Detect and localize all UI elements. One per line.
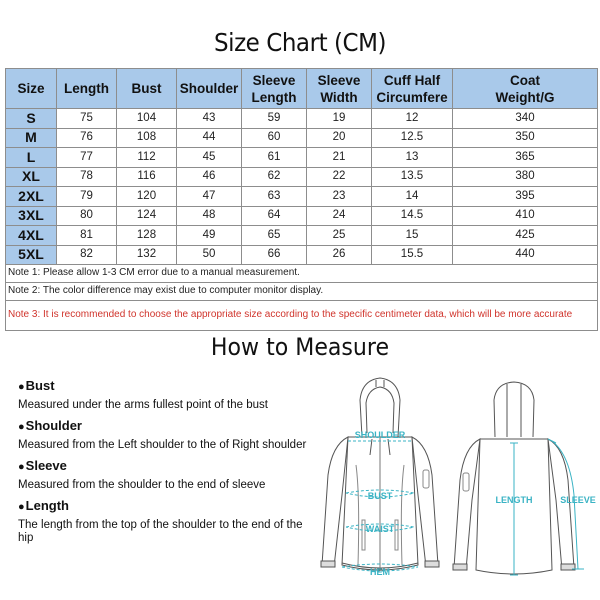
cell: 395	[453, 187, 598, 207]
cell: 124	[117, 206, 177, 226]
guide-item-bust	[18, 378, 318, 412]
cell: 410	[453, 206, 598, 226]
cell: 75	[57, 109, 117, 129]
size-cell: L	[6, 148, 57, 168]
table-row	[6, 226, 598, 246]
guide-label: Length	[25, 498, 69, 513]
jacket-front-illustration	[321, 378, 439, 571]
guide-desc: Measured under the arms fullest point of the bust	[18, 399, 268, 411]
size-cell: 3XL	[6, 206, 57, 226]
table-row	[6, 206, 598, 226]
cell: 425	[453, 226, 598, 246]
cell: 12.5	[372, 128, 453, 148]
guide-desc: Measured from the Left shoulder to the of Right shoulder	[18, 439, 307, 451]
size-cell: 4XL	[6, 226, 57, 246]
cell: 12	[372, 109, 453, 129]
cell: 65	[242, 226, 307, 246]
cell: 20	[307, 128, 372, 148]
cell: 21	[307, 148, 372, 168]
cell: 64	[242, 206, 307, 226]
table-row	[6, 245, 598, 265]
guide-item-sleeve	[18, 458, 318, 492]
cell: 128	[117, 226, 177, 246]
cell: 82	[57, 245, 117, 265]
guide-label: Bust	[25, 378, 55, 393]
bullet-icon: ●	[18, 381, 25, 393]
cell: 22	[307, 167, 372, 187]
cell: 13	[372, 148, 453, 168]
table-row	[6, 128, 598, 148]
cell: 45	[177, 148, 242, 168]
note-1: Note 1: Please allow 1-3 CM error due to a manual measurement.	[6, 265, 598, 283]
guide-desc: Measured from the shoulder to the end of sleeve	[18, 479, 266, 491]
measurement-guide	[18, 378, 318, 551]
cell: 77	[57, 148, 117, 168]
table-header-row	[6, 69, 598, 109]
cell: 15.5	[372, 245, 453, 265]
cell: 132	[117, 245, 177, 265]
guide-desc: The length from the top of the shoulder to the end of the hip	[18, 519, 303, 544]
cell: 108	[117, 128, 177, 148]
cell: 14.5	[372, 206, 453, 226]
label-waist: WAIST	[365, 524, 395, 534]
cell: 48	[177, 206, 242, 226]
table-row	[6, 109, 598, 129]
cell: 81	[57, 226, 117, 246]
cell: 47	[177, 187, 242, 207]
label-bust: BUST	[367, 491, 393, 501]
size-cell: XL	[6, 167, 57, 187]
cell: 112	[117, 148, 177, 168]
cell: 80	[57, 206, 117, 226]
table-row	[6, 148, 598, 168]
cell: 60	[242, 128, 307, 148]
jacket-diagram	[320, 375, 600, 580]
cell: 120	[117, 187, 177, 207]
cell: 66	[242, 245, 307, 265]
label-shoulder: SHOULDER	[354, 430, 406, 440]
header-cuff-half: Cuff Half Circumfere	[372, 69, 453, 109]
guide-label: Shoulder	[25, 418, 82, 433]
how-to-measure-title: How to Measure	[210, 333, 390, 361]
cell: 43	[177, 109, 242, 129]
cell: 340	[453, 109, 598, 129]
cell: 19	[307, 109, 372, 129]
header-shoulder: Shoulder	[177, 69, 242, 109]
cell: 440	[453, 245, 598, 265]
size-cell: 5XL	[6, 245, 57, 265]
cell: 61	[242, 148, 307, 168]
note-row	[6, 265, 598, 283]
cell: 26	[307, 245, 372, 265]
note-3: Note 3: It is recommended to choose the appropriate size according to the specific centimeter data, which will be more accurate	[6, 301, 598, 331]
cell: 46	[177, 167, 242, 187]
header-size: Size	[6, 69, 57, 109]
guide-label: Sleeve	[25, 458, 67, 473]
cell: 78	[57, 167, 117, 187]
header-coat-weight: Coat Weight/G	[453, 69, 598, 109]
cell: 50	[177, 245, 242, 265]
header-bust: Bust	[117, 69, 177, 109]
note-2: Note 2: The color difference may exist due to computer monitor display.	[6, 283, 598, 301]
header-sleeve-length: Sleeve Length	[242, 69, 307, 109]
cell: 62	[242, 167, 307, 187]
cell: 380	[453, 167, 598, 187]
size-chart-title: Size Chart (CM)	[213, 28, 386, 57]
cell: 116	[117, 167, 177, 187]
table-row	[6, 187, 598, 207]
header-length: Length	[57, 69, 117, 109]
note-row	[6, 283, 598, 301]
cell: 23	[307, 187, 372, 207]
cell: 350	[453, 128, 598, 148]
bullet-icon: ●	[18, 501, 25, 513]
cell: 63	[242, 187, 307, 207]
cell: 14	[372, 187, 453, 207]
cell: 104	[117, 109, 177, 129]
label-hem: HEM	[370, 567, 390, 577]
cell: 365	[453, 148, 598, 168]
size-cell: 2XL	[6, 187, 57, 207]
cell: 24	[307, 206, 372, 226]
table-row	[6, 167, 598, 187]
cell: 59	[242, 109, 307, 129]
label-length: LENGTH	[495, 495, 533, 505]
bullet-icon: ●	[18, 421, 25, 433]
cell: 49	[177, 226, 242, 246]
cell: 25	[307, 226, 372, 246]
cell: 15	[372, 226, 453, 246]
label-sleeve: SLEEVE	[560, 495, 596, 505]
cell: 79	[57, 187, 117, 207]
size-cell: M	[6, 128, 57, 148]
guide-item-length	[18, 498, 318, 545]
cell: 76	[57, 128, 117, 148]
header-sleeve-width: Sleeve Width	[307, 69, 372, 109]
note-row	[6, 301, 598, 331]
cell: 44	[177, 128, 242, 148]
size-chart-table	[5, 68, 598, 331]
cell: 13.5	[372, 167, 453, 187]
size-cell: S	[6, 109, 57, 129]
bullet-icon: ●	[18, 461, 25, 473]
guide-item-shoulder	[18, 418, 318, 452]
